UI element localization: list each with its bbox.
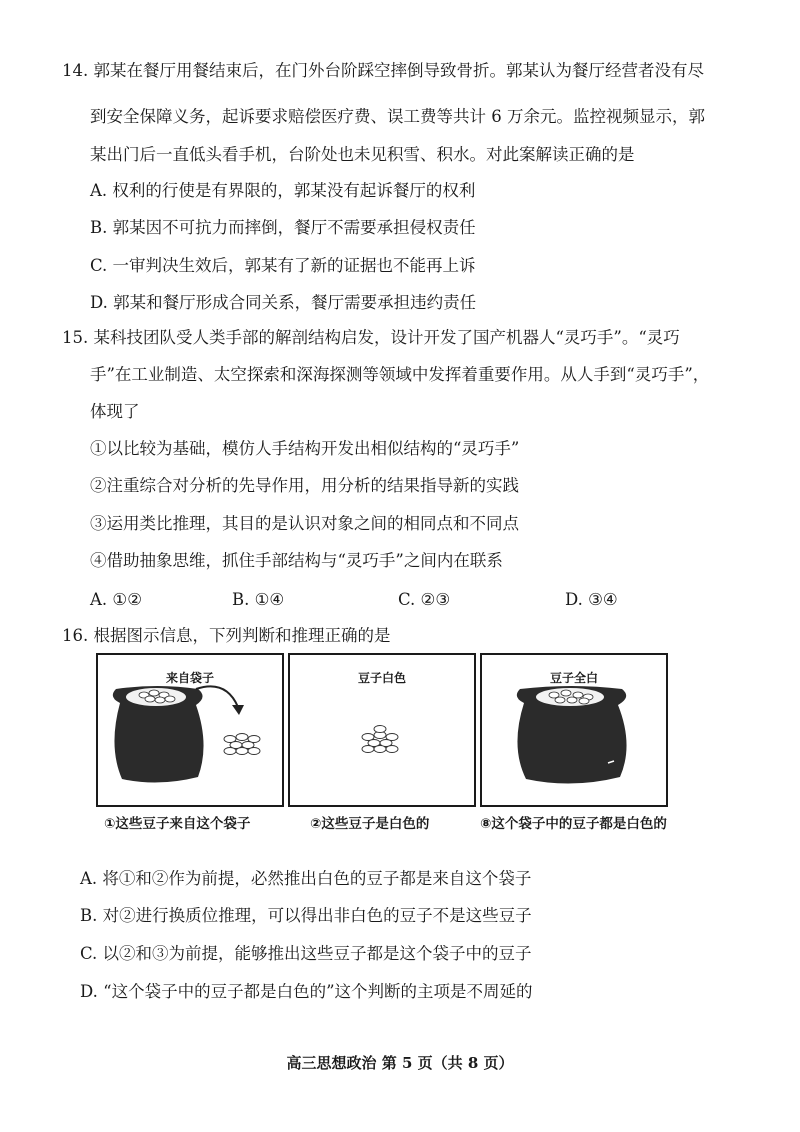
- figure-2-title: 豆子白色: [357, 671, 406, 685]
- figure-2-white-beans: [288, 653, 476, 807]
- figure-3-bag-all-white: [480, 653, 668, 807]
- figure-2-caption: ②这些豆子是白色的: [310, 816, 430, 832]
- q14-option-c: C. 一审判决生效后，郭某有了新的证据也不能再上诉: [90, 256, 476, 275]
- figure-1-title: 来自袋子: [165, 671, 214, 685]
- q15-statement-3: ③运用类比推理，其目的是认识对象之间的相同点和不同点: [90, 514, 519, 533]
- q14-option-d: D. 郭某和餐厅形成合同关系，餐厅需要承担违约责任: [90, 293, 477, 312]
- q16-option-d: D. “这个袋子中的豆子都是白色的”这个判断的主项是不周延的: [80, 982, 533, 1001]
- q15-choice-c: C. ②③: [398, 590, 451, 609]
- q15-choice-d: D. ③④: [565, 590, 618, 609]
- q15-statement-1: ①以比较为基础，模仿人手结构开发出相似结构的“灵巧手”: [90, 439, 520, 458]
- q14-stem-line-2: 到安全保障义务，起诉要求赔偿医疗费、误工费等共计 6 万余元。监控视频显示，郭: [90, 107, 705, 126]
- q16-stem: 16. 根据图示信息，下列判断和推理正确的是: [62, 626, 391, 645]
- q15-stem-line-3: 体现了: [90, 402, 140, 421]
- figure-1-caption: ①这些豆子来自这个袋子: [104, 816, 251, 832]
- q15-stem-line-2: 手”在工业制造、太空探索和深海探测等领域中发挥着重要作用。从人手到“灵巧手”，: [90, 365, 710, 384]
- q14-stem-line-3: 某出门后一直低头看手机，台阶处也未见积雪、积水。对此案解读正确的是: [90, 145, 635, 164]
- q14-option-b: B. 郭某因不可抗力而摔倒，餐厅不需要承担侵权责任: [90, 218, 476, 237]
- q14-stem-line-1: 14. 郭某在餐厅用餐结束后，在门外台阶踩空摔倒导致骨折。郭某认为餐厅经营者没有尽: [62, 61, 704, 80]
- q16-option-b: B. 对②进行换质位推理，可以得出非白色的豆子不是这些豆子: [80, 906, 532, 925]
- q15-statement-2: ②注重综合对分析的先导作用，用分析的结果指导新的实践: [90, 476, 519, 495]
- figure-3-caption: ⑧这个袋子中的豆子都是白色的: [480, 816, 667, 832]
- q16-option-a: A. 将①和②作为前提，必然推出白色的豆子都是来自这个袋子: [80, 869, 532, 888]
- q15-statement-4: ④借助抽象思维，抓住手部结构与“灵巧手”之间内在联系: [90, 551, 503, 570]
- figure-1-bag-and-beans: [96, 653, 284, 807]
- q14-option-a: A. 权利的行使是有界限的，郭某没有起诉餐厅的权利: [90, 181, 476, 200]
- q15-choice-a: A. ①②: [90, 590, 142, 609]
- q16-option-c: C. 以②和③为前提，能够推出这些豆子都是这个袋子中的豆子: [80, 944, 532, 963]
- page-footer: 高三思想政治 第 5 页（共 8 页）: [286, 1054, 514, 1072]
- figure-3-title: 豆子全白: [549, 671, 598, 685]
- q15-stem-line-1: 15. 某科技团队受人类手部的解剖结构启发，设计开发了国产机器人“灵巧手”。“灵巧: [62, 328, 680, 347]
- q15-choice-b: B. ①④: [232, 590, 285, 609]
